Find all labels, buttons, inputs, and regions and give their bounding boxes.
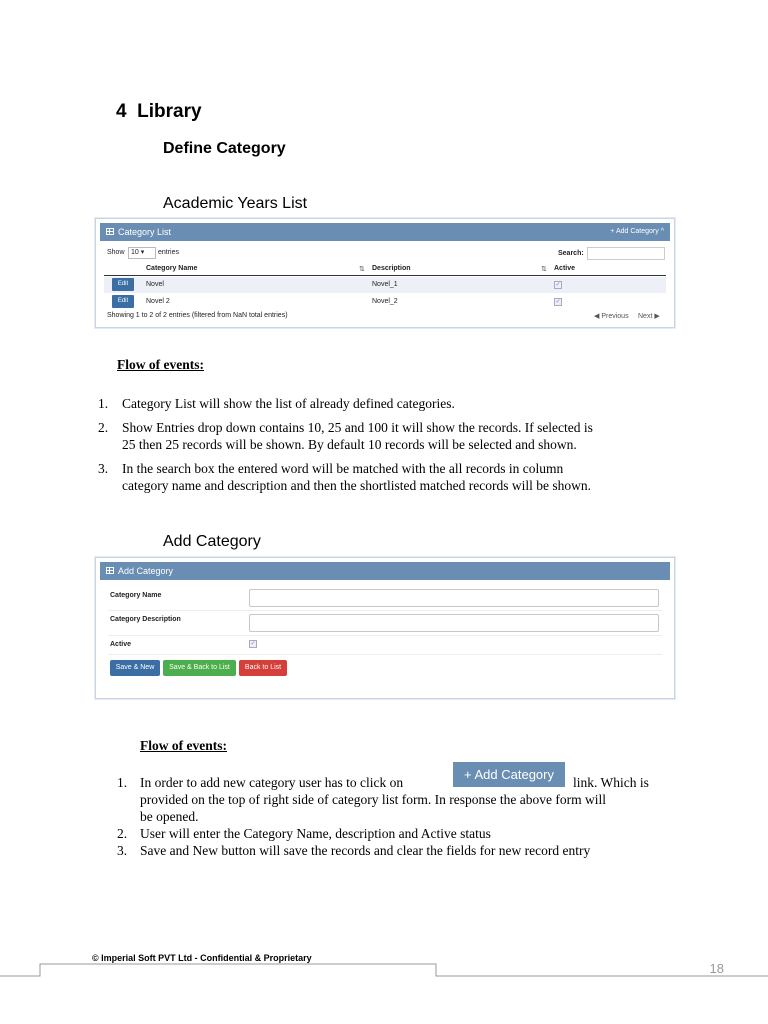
previous-link[interactable]: ◀ Previous [594,313,629,320]
col-header-name[interactable]: Category Name [146,265,198,272]
category-list-header [100,223,670,241]
list-text: In order to add new category user has to click on [140,775,404,790]
cell-description: Novel_1 [372,281,398,288]
active-checkbox: ✓ [555,282,561,288]
list-number: 3. [98,461,109,476]
list-text: category name and description and then the shortlisted matched records will be shown. [122,478,591,493]
list-item [98,419,698,453]
list-text: link. Which is [573,775,649,790]
page-number: 18 [709,961,724,976]
list-number: 1. [117,775,128,790]
flow-list-1 [98,395,698,494]
save-back-button[interactable]: Save & Back to List [163,660,236,676]
list-item [98,460,698,494]
category-name-input[interactable] [249,589,659,607]
show-label: Show [107,249,125,256]
search-label: Search: [558,250,584,257]
category-list-panel [95,218,675,328]
active-checkbox: ✓ [555,299,561,305]
list-text: 25 then 25 records will be shown. By default 10 records will be selected and shown. [122,437,577,452]
chapter-number: 4 [116,101,127,122]
list-text: Show Entries drop down contains 10, 25 and 100 it will show the records. If selected is [122,420,593,435]
caret-down-icon: ▾ [140,249,145,256]
footer-text: © Imperial Soft PVT Ltd - Confidential & Proprietary [92,953,312,963]
entries-label: entries [158,249,180,256]
sort-icon: ⇅ [359,266,365,273]
list-number: 3. [117,843,128,858]
divider [108,654,662,655]
entries-select[interactable] [128,247,156,259]
add-category-link-label: + Add Category [610,228,659,235]
list-text: be opened. [140,809,199,824]
flow-title-2: Flow of events: [140,738,227,753]
divider [108,635,662,636]
cell-name: Novel 2 [146,298,170,305]
col-header-description[interactable]: Description [372,265,411,272]
table-icon [106,567,114,574]
list-text: Category List will show the list of already defined categories. [122,396,455,411]
category-list-title: Category List [118,227,172,237]
add-category-panel [95,557,675,699]
chapter-heading [116,101,202,123]
footer-line [0,960,768,980]
list-number: 2. [117,826,128,841]
sort-icon: ⇅ [541,266,547,273]
back-to-list-button[interactable]: Back to List [239,660,287,676]
add-category-header [100,562,670,580]
next-link[interactable]: Next ▶ [638,313,660,320]
search-input[interactable] [587,247,665,260]
section-title-list: Academic Years List [163,195,308,212]
active-checkbox[interactable]: ✓ [250,641,256,647]
table-icon [106,228,114,235]
chevron-up-icon: ^ [660,228,664,235]
table-info: Showing 1 to 2 of 2 entries (filtered from NaN total entries) [107,312,288,319]
save-new-button[interactable]: Save & New [110,660,160,676]
list-number: 2. [98,420,109,435]
divider [108,610,662,611]
list-text: In the search box the entered word will be matched with the all records in column [122,461,564,476]
list-text: User will enter the Category Name, description and Active status [140,826,491,841]
add-category-link[interactable] [610,223,664,241]
edit-button[interactable]: Edit [112,295,134,308]
cell-description: Novel_2 [372,298,398,305]
list-item [98,395,698,412]
edit-button[interactable]: Edit [112,278,134,291]
chapter-title: Library [137,101,202,122]
field-label-active: Active [110,641,132,648]
field-label-description: Category Description [110,616,181,623]
list-text: provided on the top of right side of category list form. In response the above form will [140,792,607,807]
header-divider [104,275,666,276]
list-text: Save and New button will save the records and clear the fields for new record entry [140,843,591,858]
field-label-name: Category Name [110,592,162,599]
entries-select-value: 10 [131,249,139,256]
col-header-active[interactable]: Active [554,265,576,272]
add-category-title: Add Category [118,566,174,576]
list-number: 1. [98,396,109,411]
add-category-badge: + Add Category [453,762,565,787]
cell-name: Novel [146,281,164,288]
category-description-input[interactable] [249,614,659,632]
subheading: Define Category [163,140,286,157]
section-title-add: Add Category [163,533,261,550]
flow-title-1: Flow of events: [117,357,204,372]
